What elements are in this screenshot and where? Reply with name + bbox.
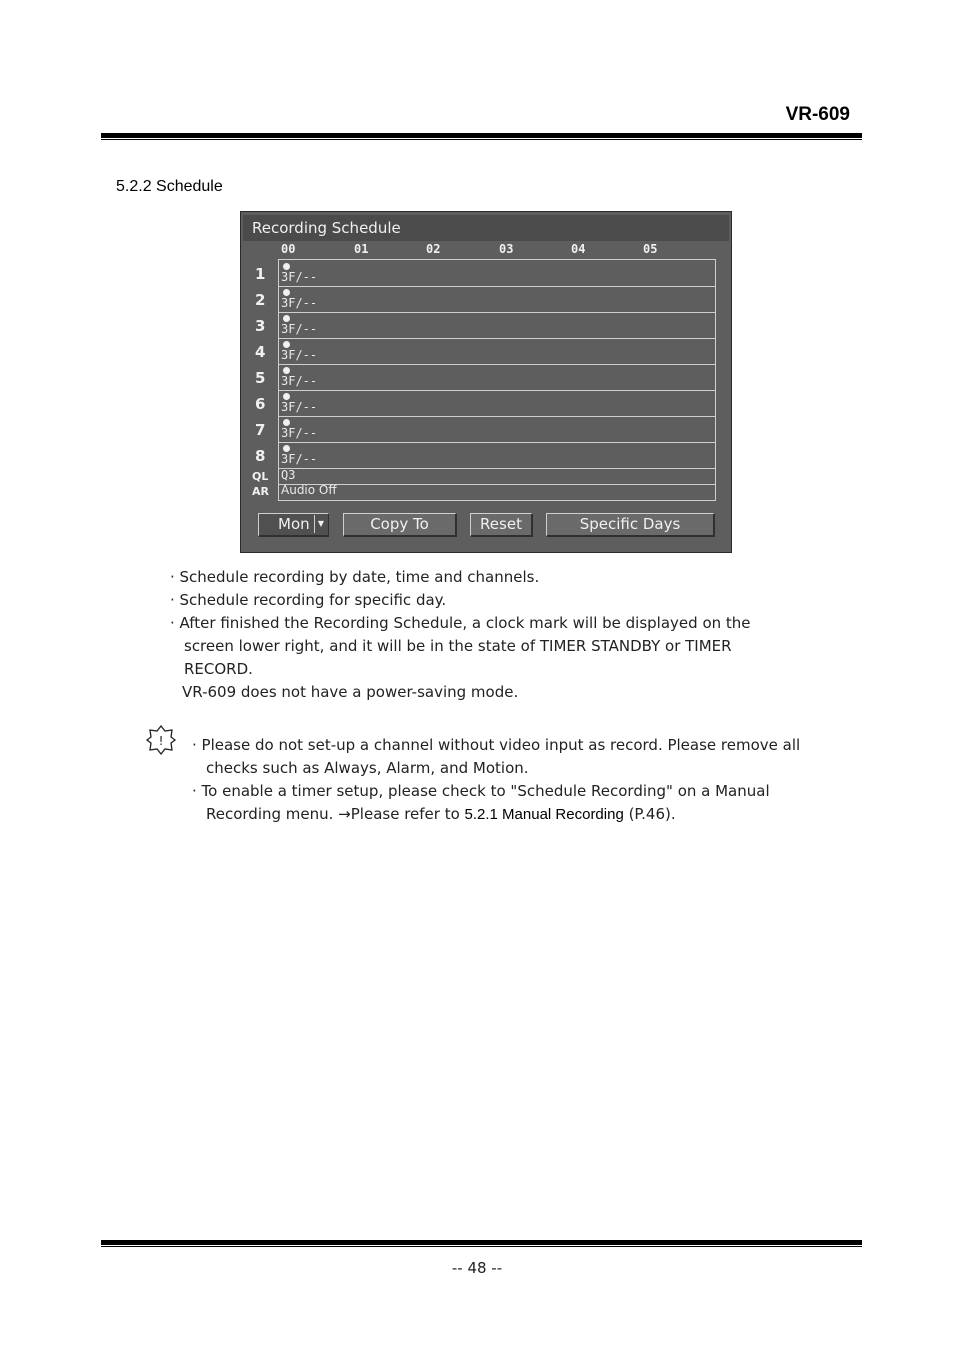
channel-label: 7: [255, 421, 266, 439]
record-dot-icon: [283, 445, 290, 452]
audio-value[interactable]: Audio Off: [281, 483, 337, 497]
grid-row-line: [279, 364, 715, 365]
document-model-header: VR-609: [785, 104, 850, 125]
hour-label: 02: [426, 242, 441, 256]
grid-bottom-line: [278, 500, 716, 501]
osd-title-bar: [243, 215, 729, 241]
channel-value[interactable]: 3F/--: [281, 374, 318, 388]
bullet-continuation: screen lower right, and it will be in the state of TIMER STANDBY or TIMER: [184, 637, 732, 655]
channel-label: 6: [255, 395, 266, 413]
record-dot-icon: [283, 315, 290, 322]
record-dot-icon: [283, 289, 290, 296]
quality-value[interactable]: Q3: [281, 468, 296, 482]
channel-label: 5: [255, 369, 266, 387]
grid-row-line: [279, 442, 715, 443]
note-text: (P.46).: [623, 805, 676, 823]
copy-to-button[interactable]: Copy To: [343, 513, 457, 537]
record-dot-icon: [283, 393, 290, 400]
osd-title: Recording Schedule: [252, 219, 401, 237]
grid-row-line: [279, 390, 715, 391]
quality-label: QL: [252, 470, 269, 483]
reset-button[interactable]: Reset: [470, 513, 533, 537]
note-item: · Please do not set-up a channel without video input as record. Please remove all: [192, 736, 801, 754]
caution-mark: !: [158, 734, 164, 748]
bullet-item: · Schedule recording for specific day.: [170, 591, 447, 609]
hour-label: 01: [354, 242, 369, 256]
day-select[interactable]: [258, 513, 329, 537]
section-title: 5.2.2 Schedule: [116, 178, 223, 195]
note-continuation: [192, 803, 822, 826]
grid-row-line: [279, 286, 715, 287]
record-dot-icon: [283, 367, 290, 374]
note-item: · To enable a timer setup, please check to "Schedule Recording" on a Manual: [192, 782, 770, 800]
header-rule-thin: [101, 139, 862, 140]
grid-row-line: [279, 416, 715, 417]
bullet-continuation: VR-609 does not have a power-saving mode.: [182, 683, 519, 701]
note-text: Recording menu. →Please refer to: [206, 805, 465, 823]
footer-rule-thick: [101, 1240, 862, 1245]
channel-label: 2: [255, 291, 266, 309]
schedule-grid: [278, 259, 716, 501]
channel-label: 8: [255, 447, 266, 465]
hour-label: 04: [571, 242, 586, 256]
channel-value[interactable]: 3F/--: [281, 452, 318, 466]
channel-label: 1: [255, 265, 266, 283]
day-select-value: Mon: [278, 515, 310, 533]
audio-label: AR: [252, 485, 269, 498]
channel-label: 3: [255, 317, 266, 335]
hour-label: 03: [499, 242, 514, 256]
header-rule-thick: [101, 133, 862, 138]
channel-value[interactable]: 3F/--: [281, 322, 318, 336]
hour-label: 05: [643, 242, 658, 256]
grid-row-line: [279, 338, 715, 339]
channel-value[interactable]: 3F/--: [281, 400, 318, 414]
channel-value[interactable]: 3F/--: [281, 296, 318, 310]
note-continuation: checks such as Always, Alarm, and Motion.: [206, 759, 529, 777]
feature-bullet-list: [170, 566, 790, 704]
channel-label: 4: [255, 343, 266, 361]
bullet-item: · Schedule recording by date, time and channels.: [170, 568, 540, 586]
grid-row-line: [279, 484, 715, 485]
channel-value[interactable]: 3F/--: [281, 348, 318, 362]
record-dot-icon: [283, 341, 290, 348]
grid-row-line: [279, 468, 715, 469]
bullet-item: · After finished the Recording Schedule, a clock mark will be displayed on the: [170, 614, 751, 632]
page-number: -- 48 --: [451, 1259, 503, 1277]
channel-value[interactable]: 3F/--: [281, 270, 318, 284]
footer-rule-thin: [101, 1246, 862, 1247]
grid-row-line: [279, 312, 715, 313]
caution-icon: [146, 725, 176, 755]
manual-recording-reference-link[interactable]: 5.2.1 Manual Recording: [464, 806, 624, 823]
hour-label: 00: [281, 242, 296, 256]
caution-notes: [192, 734, 822, 826]
dropdown-arrow-icon[interactable]: ▼: [314, 515, 327, 533]
bullet-continuation: RECORD.: [184, 660, 253, 678]
recording-schedule-screenshot: [240, 211, 732, 553]
channel-value[interactable]: 3F/--: [281, 426, 318, 440]
record-dot-icon: [283, 419, 290, 426]
record-dot-icon: [283, 263, 290, 270]
specific-days-button[interactable]: Specific Days: [546, 513, 715, 537]
